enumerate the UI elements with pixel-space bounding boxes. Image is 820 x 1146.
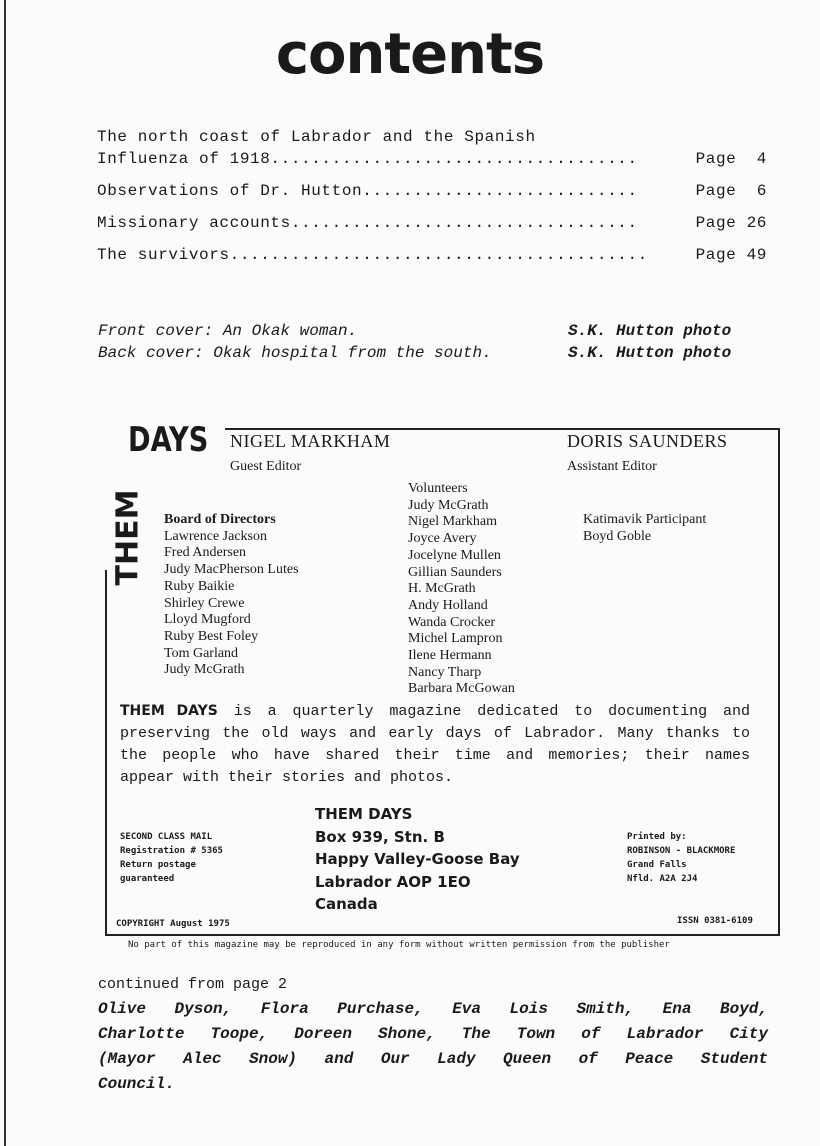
volunteer: Ilene Hermann: [408, 648, 492, 664]
acknowledgement-line: Council.: [98, 1075, 175, 1093]
mail-line: SECOND CLASS MAIL: [120, 832, 213, 842]
page-title: contents: [275, 22, 545, 87]
acknowledgement-line: Olive Dyson, Flora Purchase, Eva Lois Smith, Ena Boyd,: [98, 1000, 768, 1018]
volunteer: Gillian Saunders: [408, 564, 502, 580]
front-cover-credit: S.K. Hutton photo: [568, 322, 732, 340]
toc-page: Page 49: [695, 246, 767, 264]
board-member: Fred Andersen: [164, 545, 247, 561]
printer-line: Nfld. A2A 2J4: [627, 874, 698, 884]
description-text: is a quarterly magazine dedicated to documenting and preserving the old ways and early days of Labrador. Many thanks to the people who have shared their time and memories; their names appear with their stories and photos.: [120, 703, 750, 786]
board-member: Ruby Best Foley: [164, 628, 259, 644]
board-member: Shirley Crewe: [164, 595, 245, 611]
address-line: Canada: [315, 895, 378, 913]
logo-days: DAYS: [128, 420, 209, 460]
toc-title: Observations of Dr. Hutton...........................: [97, 182, 638, 200]
board-member: Lawrence Jackson: [164, 528, 268, 544]
board-member: Lloyd Mugford: [164, 612, 251, 628]
masthead-border-left: [105, 570, 107, 936]
masthead-border-bottom: [105, 934, 780, 936]
masthead-border-right: [778, 428, 780, 936]
printer-line: ROBINSON - BLACKMORE: [627, 846, 736, 856]
magazine-description: [120, 700, 750, 789]
volunteers-heading: Volunteers: [408, 481, 468, 496]
board-members: [164, 529, 299, 679]
board-member: Judy MacPherson Lutes: [164, 562, 299, 578]
address-line: THEM DAYS: [315, 805, 413, 823]
logo-them: THEM: [110, 489, 146, 586]
volunteers-list: [408, 481, 515, 698]
board-heading: Board of Directors: [164, 512, 276, 527]
toc-page: Page 4: [695, 150, 767, 168]
board-member: Judy McGrath: [164, 662, 245, 678]
mail-line: Registration # 5365: [120, 846, 223, 856]
toc-entry-3: [97, 214, 767, 232]
printer-info: [627, 830, 735, 886]
page-spine-line: [4, 0, 6, 1146]
toc-title: Influenza of 1918....................................: [97, 150, 638, 168]
back-cover-caption: Back cover: Okak hospital from the south.: [98, 344, 492, 362]
copyright: COPYRIGHT August 1975: [116, 919, 230, 929]
volunteer: Judy McGrath: [408, 497, 489, 513]
volunteer: Joyce Avery: [408, 531, 477, 547]
katimavik-section: [583, 512, 706, 545]
toc-page: Page 26: [695, 214, 767, 232]
acknowledgement-line: Charlotte Toope, Doreen Shone, The Town of Labrador City: [98, 1025, 768, 1043]
board-member: Tom Garland: [164, 645, 239, 661]
volunteer: Nancy Tharp: [408, 664, 482, 680]
assistant-editor-name: DORIS SAUNDERS: [567, 431, 728, 451]
volunteer: Nigel Markham: [408, 514, 498, 530]
katimavik-heading: Katimavik Participant: [583, 512, 707, 527]
volunteer: Barbara McGowan: [408, 681, 515, 697]
volunteer: Jocelyne Mullen: [408, 547, 501, 563]
volunteer: Wanda Crocker: [408, 614, 496, 630]
mail-line: Return postage: [120, 860, 196, 870]
disclaimer: No part of this magazine may be reproduced in any form without written permission from the publisher: [128, 940, 670, 950]
address-line: Labrador AOP 1EO: [315, 872, 471, 891]
continued-heading: continued from page 2: [98, 976, 288, 993]
board-member: Ruby Baikie: [164, 578, 235, 594]
board-list: [164, 512, 299, 679]
toc-entry-2: [97, 182, 767, 200]
description-lead: THEM DAYS: [120, 703, 218, 719]
katimavik-participant: Boyd Goble: [583, 528, 652, 544]
printer-line: Printed by:: [627, 832, 687, 842]
volunteer: Andy Holland: [408, 597, 488, 613]
toc-title: Missionary accounts..................................: [97, 214, 638, 232]
volunteer: H. McGrath: [408, 581, 476, 597]
continued-acknowledgements: [98, 997, 768, 1097]
volunteer: Michel Lampron: [408, 631, 503, 647]
toc-entry-1: [97, 150, 767, 168]
mail-line: guaranteed: [120, 874, 175, 884]
volunteer-members: [408, 498, 515, 698]
toc-entry-1-line1: The north coast of Labrador and the Spanish: [97, 128, 536, 146]
front-cover-caption: Front cover: An Okak woman.: [98, 322, 358, 340]
guest-editor-name: NIGEL MARKHAM: [230, 431, 391, 451]
assistant-editor-role: Assistant Editor: [567, 459, 657, 474]
back-cover-credit: S.K. Hutton photo: [568, 344, 732, 362]
guest-editor-role: Guest Editor: [230, 459, 302, 474]
address-line: Happy Valley-Goose Bay: [315, 850, 520, 868]
toc-title: The survivors.........................................: [97, 246, 648, 264]
printer-line: Grand Falls: [627, 860, 687, 870]
mail-info: [120, 830, 223, 886]
toc-entry-4: [97, 246, 767, 264]
toc-page: Page 6: [695, 182, 767, 200]
acknowledgement-line: (Mayor Alec Snow) and Our Lady Queen of Peace Student: [98, 1050, 768, 1068]
address-line: Box 939, Stn. B: [315, 827, 445, 846]
mailing-address: [315, 803, 520, 916]
issn: ISSN 0381-6109: [677, 916, 753, 926]
masthead-border-top: [225, 428, 780, 430]
